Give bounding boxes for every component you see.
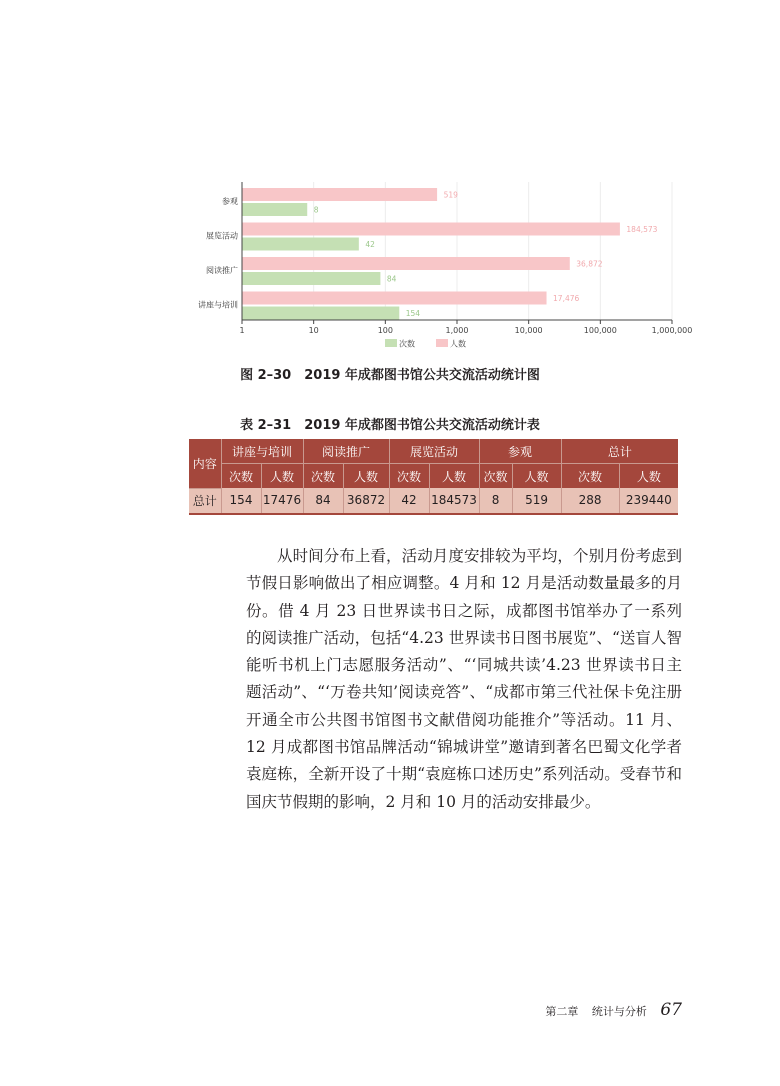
table-cell: 8 xyxy=(479,488,512,514)
header-group: 总计 xyxy=(561,439,678,464)
x-tick-label: 100 xyxy=(377,326,393,335)
x-tick-label: 10,000 xyxy=(514,326,543,335)
legend-label-people: 人数 xyxy=(450,339,466,349)
bar-count xyxy=(243,203,308,216)
subheader-cell: 人数 xyxy=(512,464,561,489)
figure-caption: 图 2–30 2019 年成都图书馆公共交流活动统计图 xyxy=(240,368,540,383)
table-row xyxy=(189,488,678,514)
bar-value-label: 184,573 xyxy=(626,225,658,234)
header-content: 内容 xyxy=(189,439,221,488)
subheader-cell: 人数 xyxy=(619,464,678,489)
legend-label-count: 次数 xyxy=(399,339,415,349)
table-cell: 36872 xyxy=(343,488,389,514)
subheader-cell: 人数 xyxy=(429,464,479,489)
table-cell: 154 xyxy=(221,488,261,514)
subheader-cell: 人数 xyxy=(343,464,389,489)
y-category-label: 阅读推广 xyxy=(206,266,238,275)
bar-value-label: 36,872 xyxy=(576,259,603,269)
footer-section: 统计与分析 xyxy=(591,1005,647,1018)
activity-stats-table xyxy=(189,439,678,515)
bar-count xyxy=(243,307,400,320)
subheader-cell: 次数 xyxy=(303,464,343,489)
legend-swatch-count xyxy=(385,339,397,347)
x-tick-label: 1,000 xyxy=(445,326,469,335)
header-group: 讲座与培训 xyxy=(221,439,303,464)
bar-value-label: 154 xyxy=(405,309,421,318)
x-tick-label: 1 xyxy=(239,326,245,335)
bar-count xyxy=(243,272,381,285)
subheader-cell: 次数 xyxy=(221,464,261,489)
x-tick-label: 1,000,000 xyxy=(651,326,693,335)
row-label: 总计 xyxy=(189,488,221,514)
bar-people xyxy=(243,223,620,236)
subheader-cell: 次数 xyxy=(561,464,619,489)
header-group: 展览活动 xyxy=(389,439,479,464)
table-cell: 42 xyxy=(389,488,429,514)
table-cell: 17476 xyxy=(261,488,303,514)
y-category-label: 讲座与培训 xyxy=(198,300,238,310)
bar-value-label: 84 xyxy=(386,274,397,284)
table-caption: 表 2–31 2019 年成都图书馆公共交流活动统计表 xyxy=(240,418,540,433)
bar-value-label: 519 xyxy=(443,190,458,200)
y-category-label: 参观 xyxy=(222,197,238,206)
chart-legend xyxy=(385,339,466,349)
x-tick-label: 100,000 xyxy=(583,326,617,335)
bar-count xyxy=(243,238,359,251)
footer-chapter: 第二章 xyxy=(545,1005,579,1018)
page-footer xyxy=(545,1000,682,1020)
y-category-label: 展览活动 xyxy=(206,231,238,241)
table-cell: 239440 xyxy=(619,488,678,514)
table-cell: 288 xyxy=(561,488,619,514)
bar-people xyxy=(243,188,438,201)
table-cell: 519 xyxy=(512,488,561,514)
page-number: 67 xyxy=(660,1000,682,1020)
bar-value-label: 17,476 xyxy=(553,294,580,303)
x-tick-label: 10 xyxy=(308,326,319,335)
subheader-cell: 人数 xyxy=(261,464,303,489)
bar-value-label: 42 xyxy=(365,240,375,249)
bar-value-label: 8 xyxy=(313,205,319,215)
body-paragraph xyxy=(246,543,682,816)
bar-people xyxy=(243,292,547,305)
header-group: 参观 xyxy=(479,439,561,464)
activity-bar-chart xyxy=(185,180,693,355)
paragraph-text: 从时间分布上看，活动月度安排较为平均，个别月份考虑到节假日影响做出了相应调整。4 月和 12 月是活动数量最多的月份。借 4 月 23 日世界读书日之际，成都图书馆举办了一系列的阅读推广活动，包括“4.23 世界读书日图书展览”、“送盲人智能听书机上门志愿服务活动”、“‘同城共读’4.23 世界读书日主题活动”、“‘万卷共知’阅读竞答”、“成都市第三代社保卡免注册开通全市公共图书馆图书文献借阅功能推介”等活动。11 月、12 月成都图书馆品牌活动“锦城讲堂”邀请到著名巴蜀文化学者袁庭栋，全新开设了十期“袁庭栋口述历史”系列活动。受春节和国庆节假期的影响，2 月和 10 月的活动安排最少。 xyxy=(246,547,682,811)
bar-people xyxy=(243,257,570,270)
subheader-cell: 次数 xyxy=(479,464,512,489)
header-group: 阅读推广 xyxy=(303,439,389,464)
table-cell: 84 xyxy=(303,488,343,514)
table-cell: 184573 xyxy=(429,488,479,514)
subheader-cell: 次数 xyxy=(389,464,429,489)
legend-swatch-people xyxy=(436,339,448,347)
